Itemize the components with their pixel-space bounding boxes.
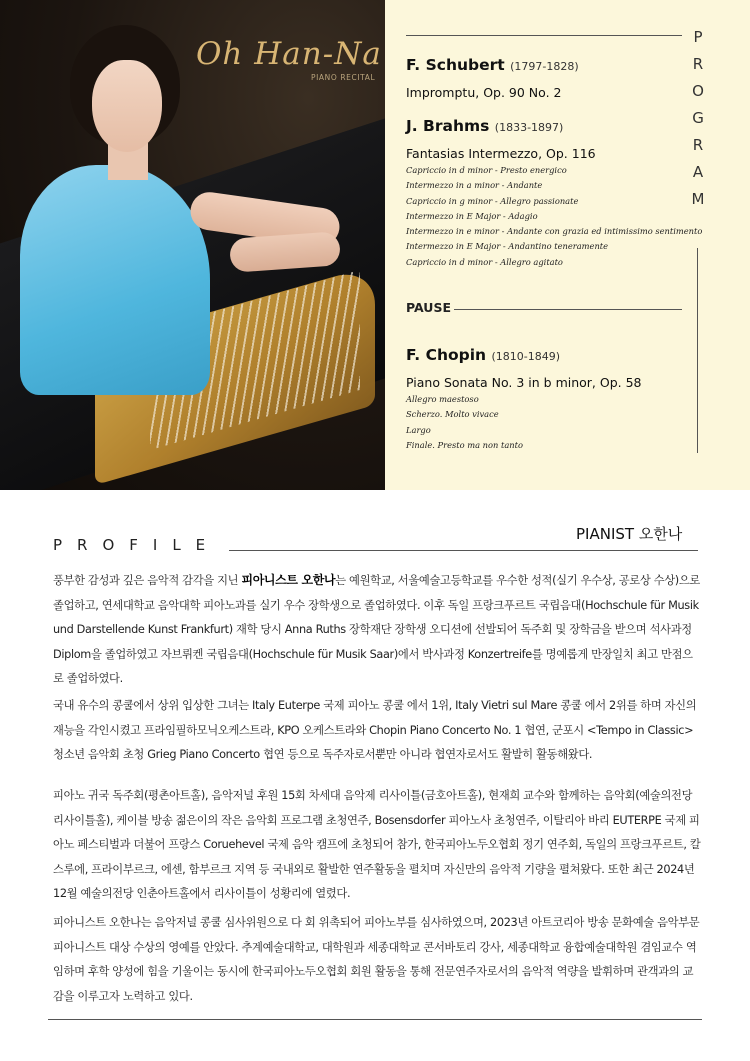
movement-item: Largo bbox=[406, 424, 431, 435]
p1-intro: 풍부한 감성과 깊은 음악적 감각을 지닌 bbox=[53, 574, 242, 587]
bottom-rule bbox=[48, 1019, 702, 1020]
program-top-rule bbox=[406, 35, 682, 36]
profile-paragraph-3: 피아노 귀국 독주회(평촌아트홀), 음악저널 후원 15회 차세대 음악제 리사이틀(금호아트홀), 현재희 교수와 함께하는 음악회(예술의전당 리사이틀홀), 케이블 방송 젊은이의 작은 음악회 프로그램 초청연주, Bosensdorfer 피아노사 초청연주, 이탈리아 바리 EUTERPE 국제 피아노 페스티벌과 더불어 프랑스 Coruehevel 국제 음악 캠프에 초청되어 참가, 한국피아노두오협회 정기 연주회, 독일의 프랑크푸르트, 칼스루에, 프라이부르크, 에센, 함부르크 지역 등 국내외로 활발한 연주활동을 펼치며 자신만의 음악적 기량을 펼쳐왔다. 또한 최근 2024년 12월 예술의전당 인춘아트홀에서 리사이틀이 성황리에 열렸다. bbox=[53, 789, 701, 901]
program-letter: M bbox=[691, 190, 705, 208]
pianist-photo bbox=[0, 0, 385, 490]
movement-item: Capriccio in d minor - Allegro agitato bbox=[406, 256, 563, 267]
movement-item: Intermezzo in E Major - Andantino teneramente bbox=[406, 241, 609, 252]
work-title: Piano Sonata No. 3 in b minor, Op. 58 bbox=[406, 375, 642, 390]
program-letter: R bbox=[692, 136, 704, 154]
profile-rule bbox=[229, 550, 698, 551]
movement-item: Capriccio in d minor - Presto energico bbox=[406, 165, 567, 175]
movement-list bbox=[406, 163, 702, 270]
program-letter: A bbox=[692, 163, 704, 181]
profile-heading: PROFILE bbox=[53, 536, 221, 554]
profile-paragraph-1 bbox=[53, 568, 703, 692]
composer-years: (1797-1828) bbox=[510, 60, 579, 73]
composer-schubert bbox=[406, 56, 579, 74]
profile-paragraph-4: 피아니스트 오한나는 음악저널 콩쿨 심사위원으로 다 회 위촉되어 피아노부를 심사하였으며, 2023년 아트코리아 방송 문화예술 음악부문 피아니스트 대상 수상의 영예를 안았다. 추계예술대학교, 대학원과 세종대학교 콘서바토리 강사, 세종대학교 융합예술대학원 겸임교수 역임하며 후학 양성에 힘을 기울이는 동시에 한국피아노두오협회 회원 활동을 통해 전문연주자로서의 음악적 역량을 발휘하며 관객과의 교감을 이루고자 노력하고 있다. bbox=[53, 916, 700, 1003]
composer-name: F. Chopin bbox=[406, 346, 487, 364]
movement-item: Intermezzo in a minor - Andante bbox=[406, 180, 543, 191]
pianist-face bbox=[92, 60, 162, 152]
signature-logo: Oh Han-Na bbox=[196, 36, 382, 72]
composer-name: F. Schubert bbox=[406, 56, 505, 74]
composer-chopin bbox=[406, 346, 560, 364]
profile-paragraph-2: 국내 유수의 콩쿨에서 상위 입상한 그녀는 Italy Euterpe 국제 피아노 콩쿨 에서 1위, Italy Vietri sul Mare 콩쿨 에서 2위를 하며 자신의 재능을 각인시켰고 프라임필하모닉오케스트라, KPO 오케스트라와 Chopin Piano Concerto No. 1 협연, 군포시 <Tempo in Classic> 청소년 음악회 초청 Grieg Piano Concerto 협연 등으로 독주자로서뿐만 아니라 협연자로서도 활발히 활동해왔다. bbox=[53, 699, 697, 762]
movement-item: Intermezzo in E Major - Adagio bbox=[406, 210, 538, 221]
p1-highlight: 피아니스트 오한나 bbox=[241, 573, 336, 587]
recital-label: PIANO RECITAL bbox=[311, 73, 376, 82]
pause-rule bbox=[454, 309, 682, 310]
program-side-rule bbox=[697, 248, 698, 453]
composer-name: J. Brahms bbox=[406, 117, 490, 135]
pause-label: PAUSE bbox=[406, 300, 451, 315]
movement-item: Capriccio in g minor - Allegro passionate bbox=[406, 195, 579, 206]
program-letter: R bbox=[692, 55, 704, 73]
pianist-dress bbox=[20, 165, 210, 395]
composer-brahms bbox=[406, 117, 563, 135]
movement-item: Allegro maestoso bbox=[406, 394, 479, 404]
movement-item: Intermezzo in e minor - Andante con grazia ed intimissimo sentimento bbox=[406, 226, 703, 237]
movement-list bbox=[406, 392, 523, 453]
composer-years: (1810-1849) bbox=[491, 350, 561, 363]
program-letter: O bbox=[692, 82, 704, 100]
program-letter: G bbox=[692, 109, 704, 127]
pianist-name: PIANIST 오한나 bbox=[576, 525, 683, 543]
work-title: Impromptu, Op. 90 No. 2 bbox=[406, 85, 562, 100]
composer-years: (1833-1897) bbox=[494, 121, 564, 134]
movement-item: Scherzo. Molto vivace bbox=[406, 409, 499, 420]
program-letter: P bbox=[693, 28, 703, 46]
work-title: Fantasias Intermezzo, Op. 116 bbox=[406, 146, 596, 161]
movement-item: Finale. Presto ma non tanto bbox=[406, 439, 523, 450]
p1-body: 는 예원학교, 서울예술고등학교를 우수한 성적(실기 우수상, 공로상 수상)으로 졸업하고, 연세대학교 음악대학 피아노과를 실기 우수 장학생으로 졸업하였다. 이후 독일 프랑크푸르트 국립음대(Hochschule für Musik und Darstellende Kunst Frankfurt) 재학 당시 Anna Ruths 장학재단 장학생 오디션에 선발되어 독주회 및 장학금을 받으며 석사과정 Diplom을 졸업하였고 자브뤼켄 국립음대(Hochschule für Musik Saar)에서 박사과정 Konzertreife를 명예롭게 만장일치 최고 만점으로 졸업하였다. bbox=[53, 574, 700, 686]
program-panel bbox=[0, 0, 750, 490]
